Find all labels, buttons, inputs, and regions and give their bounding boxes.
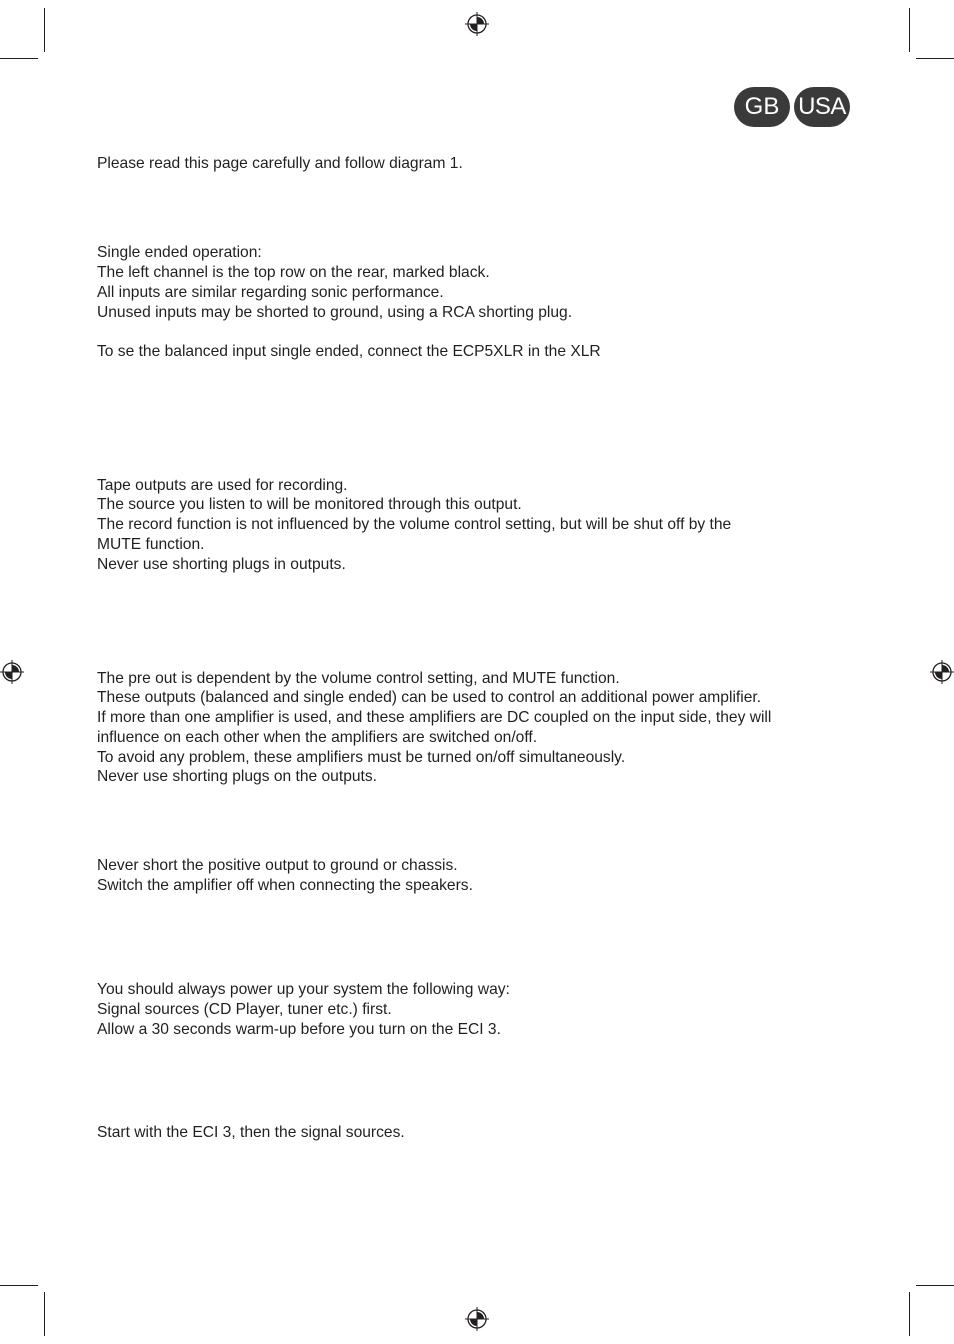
paragraph-line: Never short the positive output to ground or chassis. (97, 857, 458, 874)
language-badge-usa: USA (794, 87, 850, 127)
paragraph-line: The left channel is the top row on the rear, marked black. (97, 264, 490, 281)
paragraph-line: The source you listen to will be monitored through this output. (97, 496, 522, 513)
crop-mark (0, 58, 38, 59)
registration-mark-icon (465, 12, 489, 36)
paragraph-line: To avoid any problem, these amplifiers must be turned on/off simultaneously. (97, 749, 626, 766)
paragraph-line: All inputs are similar regarding sonic performance. (97, 284, 444, 301)
paragraph-line: These outputs (balanced and single ended) can be used to control an additional power amplifier. (97, 689, 762, 706)
paragraph-line: influence on each other when the amplifiers are switched on/off. (97, 729, 538, 746)
language-badge-gb: GB (734, 87, 790, 127)
intro-text: Please read this page carefully and follow diagram 1. (97, 155, 463, 172)
paragraph-line: Never use shorting plugs on the outputs. (97, 768, 377, 785)
crop-mark (0, 1285, 38, 1286)
paragraph-line: Tape outputs are used for recording. (97, 477, 348, 494)
paragraph-line: The record function is not influenced by the volume control setting, but will be shut off by the (97, 516, 732, 533)
paragraph-line: You should always power up your system the following way: (97, 981, 510, 998)
paragraph-line: If more than one amplifier is used, and these amplifiers are DC coupled on the input side, they will (97, 709, 772, 726)
crop-mark (916, 58, 954, 59)
crop-mark (909, 1292, 910, 1336)
paragraph-line: Unused inputs may be shorted to ground, using a RCA shorting plug. (97, 304, 573, 321)
crop-mark (44, 8, 45, 52)
registration-mark-icon (930, 660, 954, 684)
paragraph-line: To se the balanced input single ended, connect the ECP5XLR in the XLR (97, 343, 601, 360)
crop-mark (44, 1292, 45, 1336)
crop-mark (909, 8, 910, 52)
paragraph-line: Single ended operation: (97, 244, 262, 261)
crop-mark (916, 1285, 954, 1286)
paragraph-line: Switch the amplifier off when connecting the speakers. (97, 877, 473, 894)
paragraph-line: Never use shorting plugs in outputs. (97, 556, 346, 573)
language-badges (734, 87, 850, 127)
paragraph-line: MUTE function. (97, 536, 205, 553)
registration-mark-icon (465, 1307, 489, 1331)
paragraph-line: The pre out is dependent by the volume control setting, and MUTE function. (97, 670, 620, 687)
registration-mark-icon (0, 660, 24, 684)
paragraph-line: Allow a 30 seconds warm-up before you turn on the ECI 3. (97, 1021, 501, 1038)
paragraph-line: Signal sources (CD Player, tuner etc.) first. (97, 1001, 392, 1018)
paragraph-line: Start with the ECI 3, then the signal sources. (97, 1124, 405, 1141)
